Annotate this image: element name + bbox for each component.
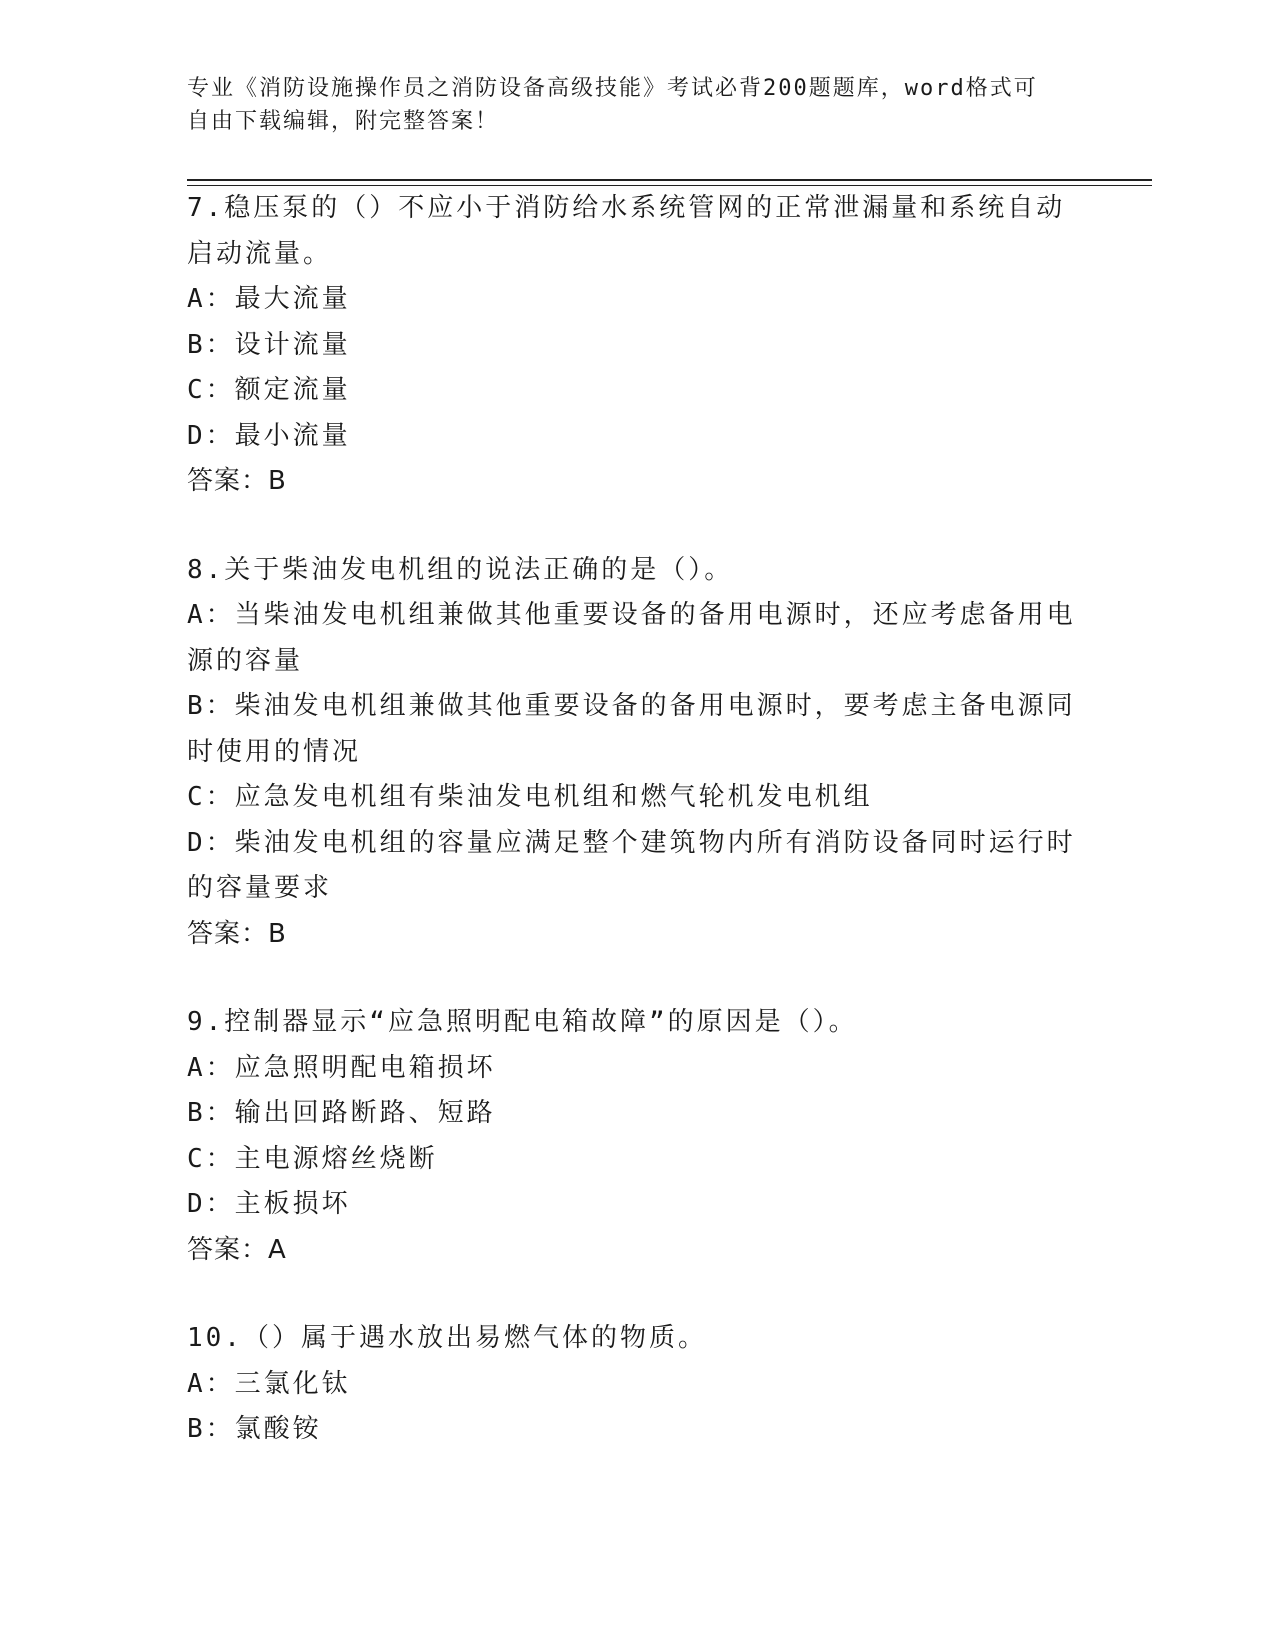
option-c: C：主电源熔丝烧断 (187, 1143, 438, 1174)
question-stem-line: 7.稳压泵的（）不应小于消防给水系统管网的正常泄漏量和系统自动 (187, 193, 1066, 223)
option-a: A：应急照明配电箱损坏 (187, 1052, 496, 1083)
question-list (187, 186, 1087, 1453)
option-a: A：当柴油发电机组兼做其他重要设备的备用电源时，还应考虑备用电 (187, 600, 1076, 630)
option-a: A：三氯化钛 (187, 1368, 351, 1399)
option-d: D：最小流量 (187, 420, 351, 451)
option-a-continued: 源的容量 (187, 645, 304, 676)
option-b: B：柴油发电机组兼做其他重要设备的备用电源时，要考虑主备电源同 (187, 691, 1076, 721)
answer: 答案：A (187, 1234, 287, 1265)
header-line-2: 自由下载编辑，附完整答案！ (187, 109, 500, 134)
question-stem-line: 8.关于柴油发电机组的说法正确的是（）。 (187, 554, 734, 585)
option-d: D：柴油发电机组的容量应满足整个建筑物内所有消防设备同时运行时 (187, 827, 1076, 858)
option-b-continued: 时使用的情况 (187, 736, 362, 767)
answer: 答案：B (187, 918, 287, 949)
option-d: D：主板损坏 (187, 1189, 351, 1219)
question-stem-line: 10.（）属于遇水放出易燃气体的物质。 (187, 1323, 707, 1353)
question-8 (187, 548, 1087, 958)
question-stem-line: 9.控制器显示“应急照明配电箱故障”的原因是（）。 (187, 1007, 858, 1037)
answer: 答案：B (187, 466, 287, 496)
question-7 (187, 186, 1087, 505)
option-b: B：输出回路断路、短路 (187, 1098, 496, 1128)
question-spacer (187, 957, 1087, 1000)
question-spacer (187, 505, 1087, 548)
option-c: C：额定流量 (187, 375, 351, 405)
header-line-1: 专业《消防设施操作员之消防设备高级技能》考试必背200题题库，word格式可 (187, 76, 1038, 101)
option-a: A：最大流量 (187, 284, 351, 314)
question-9 (187, 1000, 1087, 1273)
header-divider-thick (187, 179, 1152, 181)
option-b: B：氯酸铵 (187, 1414, 322, 1444)
question-10 (187, 1316, 1087, 1453)
document-header (187, 72, 1067, 138)
question-stem-line: 启动流量。 (187, 238, 333, 269)
option-b: B：设计流量 (187, 329, 351, 360)
option-c: C：应急发电机组有柴油发电机组和燃气轮机发电机组 (187, 782, 873, 812)
question-spacer (187, 1273, 1087, 1316)
option-d-continued: 的容量要求 (187, 873, 333, 903)
